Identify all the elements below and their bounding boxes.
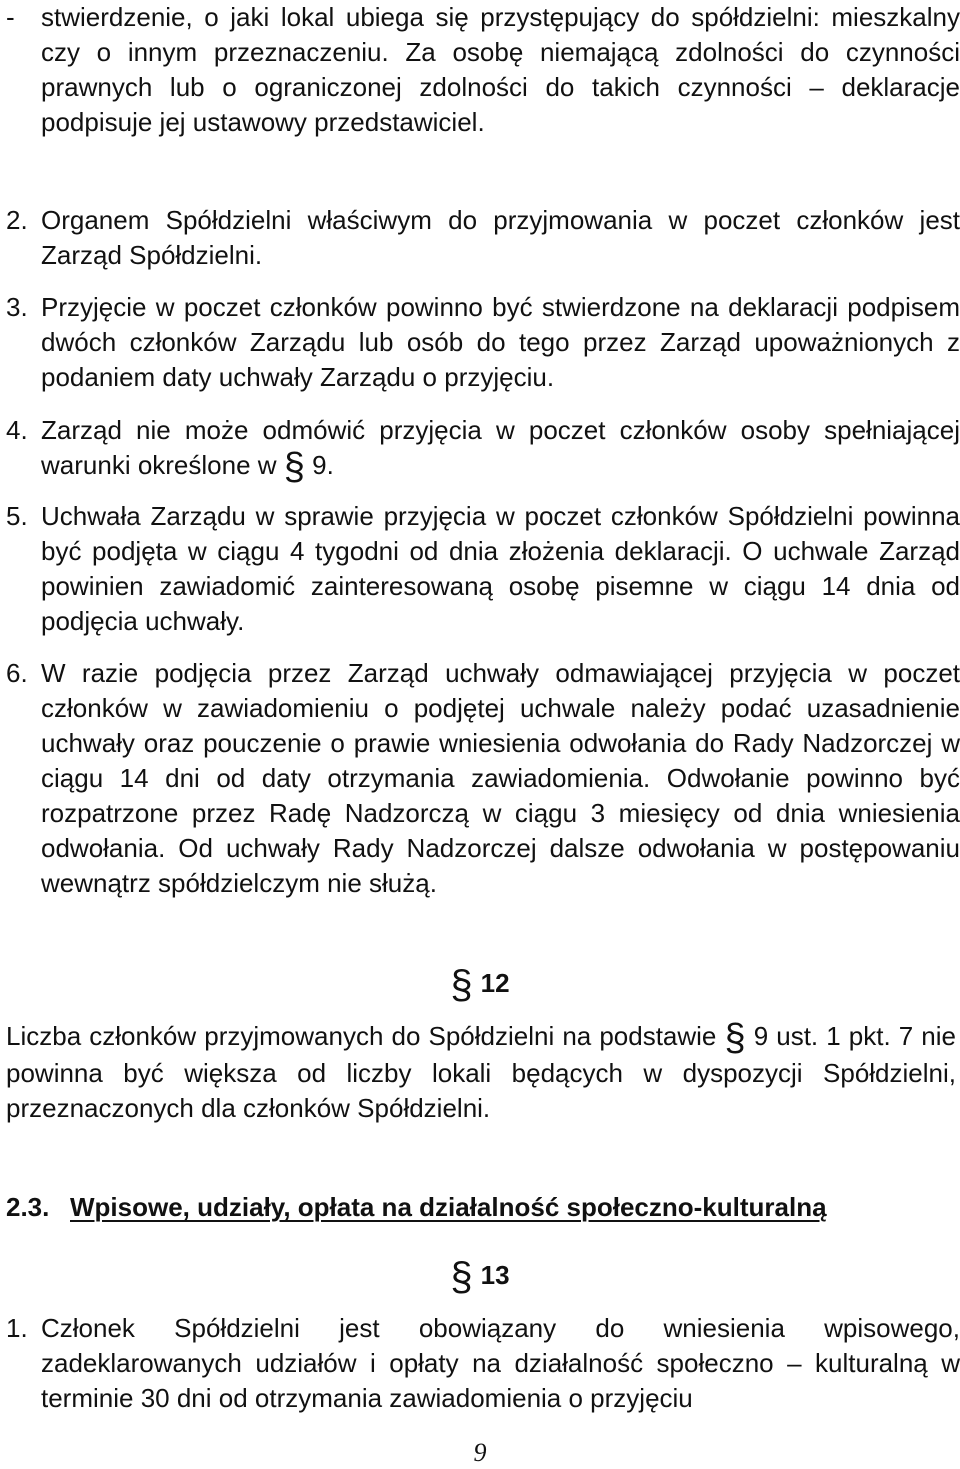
list-item-text: Uchwała Zarządu w sprawie przyjęcia w poczet członków Spółdzielni powinna być podjęta w ciągu 4 tygodni od dnia złożenia deklaracji. O uchwale Zarząd powinien zawiadomić zainteresowaną osobę pisemne w ciągu 14 dnia od podjęcia uchwały. — [41, 501, 960, 636]
section-sign: § — [450, 963, 473, 1007]
text-segment: Liczba członków przyjmowanych do Spółdzielni na podstawie — [6, 1021, 725, 1051]
list-marker: 1. — [6, 1313, 28, 1343]
list-item-2 — [0, 203, 960, 273]
list-item-text: Członek Spółdzielni jest obowiązany do wniesienia wpisowego, zadeklarowanych udziałów i opłaty na działalność społeczno – kulturalną w terminie 30 dni od otrzymania zawiadomienia o przyjęciu — [41, 1313, 960, 1413]
chapter-title: Wpisowe, udziały, opłata na działalność społeczno-kulturalną — [70, 1192, 827, 1222]
section-heading-12 — [0, 963, 960, 1007]
text-segment: 9 ust. 1 pkt. 7 nie powinna być większa od liczby lokali będących w dyspozycji Spółdzielni, przeznaczonych dla członków Spółdzielni. — [6, 1021, 956, 1123]
section-sign: § — [724, 1017, 746, 1059]
page-number: 9 — [473, 1438, 487, 1467]
list-item-5 — [0, 499, 960, 639]
section-heading-13 — [0, 1255, 960, 1299]
list-marker: 6. — [6, 658, 28, 688]
list-marker: 5. — [6, 501, 28, 531]
list-item-13-1 — [0, 1311, 960, 1416]
list-item-text — [41, 413, 960, 488]
list-marker: 2. — [6, 205, 28, 235]
list-item-text: Organem Spółdzielni właściwym do przyjmowania w poczet członków jest Zarząd Spółdzielni. — [41, 205, 960, 270]
chapter-number: 2.3. — [6, 1192, 50, 1222]
section-number: 13 — [480, 1260, 510, 1290]
list-item-dash — [0, 0, 960, 140]
text-segment: Zarząd nie może odmówić przyjęcia w poczet członków osoby spełniającej warunki określone w — [41, 415, 960, 480]
section-number: 12 — [480, 968, 510, 998]
list-item-text: W razie podjęcia przez Zarząd uchwały odmawiającej przyjęcia w poczet członków w zawiadomieniu o podjętej uchwale należy podać uzasadnienie uchwały oraz pouczenie o prawie wniesienia odwołania do Rady Nadzorczej w ciągu 14 dni od daty otrzymania zawiadomienia. Odwołanie powinno być rozpatrzone przez Radę Nadzorczą w ciągu 3 miesięcy od dnia wniesienia odwołania. Od uchwały Rady Nadzorczej dalsze odwołania w postępowaniu wewnątrz spółdzielczym nie służą. — [41, 658, 960, 898]
section-sign: § — [450, 1255, 473, 1299]
list-marker: - — [6, 2, 15, 32]
list-item-3 — [0, 290, 960, 395]
list-marker: 4. — [6, 415, 28, 445]
list-item-6 — [0, 656, 960, 901]
list-item-4 — [0, 413, 960, 488]
text-segment: 9. — [304, 450, 334, 480]
list-item-text: stwierdzenie, o jaki lokal ubiega się przystępujący do spółdzielni: mieszkalny czy o innym przeznaczeniu. Za osobę niemającą zdolności do czynności prawnych lub o ograniczonej zdolności do takich czynności – deklaracje podpisuje jej ustawowy przedstawiciel. — [41, 2, 960, 137]
list-item-text: Przyjęcie w poczet członków powinno być stwierdzone na deklaracji podpisem dwóch członków Zarządu lub osób do tego przez Zarząd upoważnionych z podaniem daty uchwały Zarządu o przyjęciu. — [41, 292, 960, 392]
section-sign: § — [283, 446, 305, 488]
list-marker: 3. — [6, 292, 28, 322]
paragraph-12 — [6, 1019, 956, 1126]
